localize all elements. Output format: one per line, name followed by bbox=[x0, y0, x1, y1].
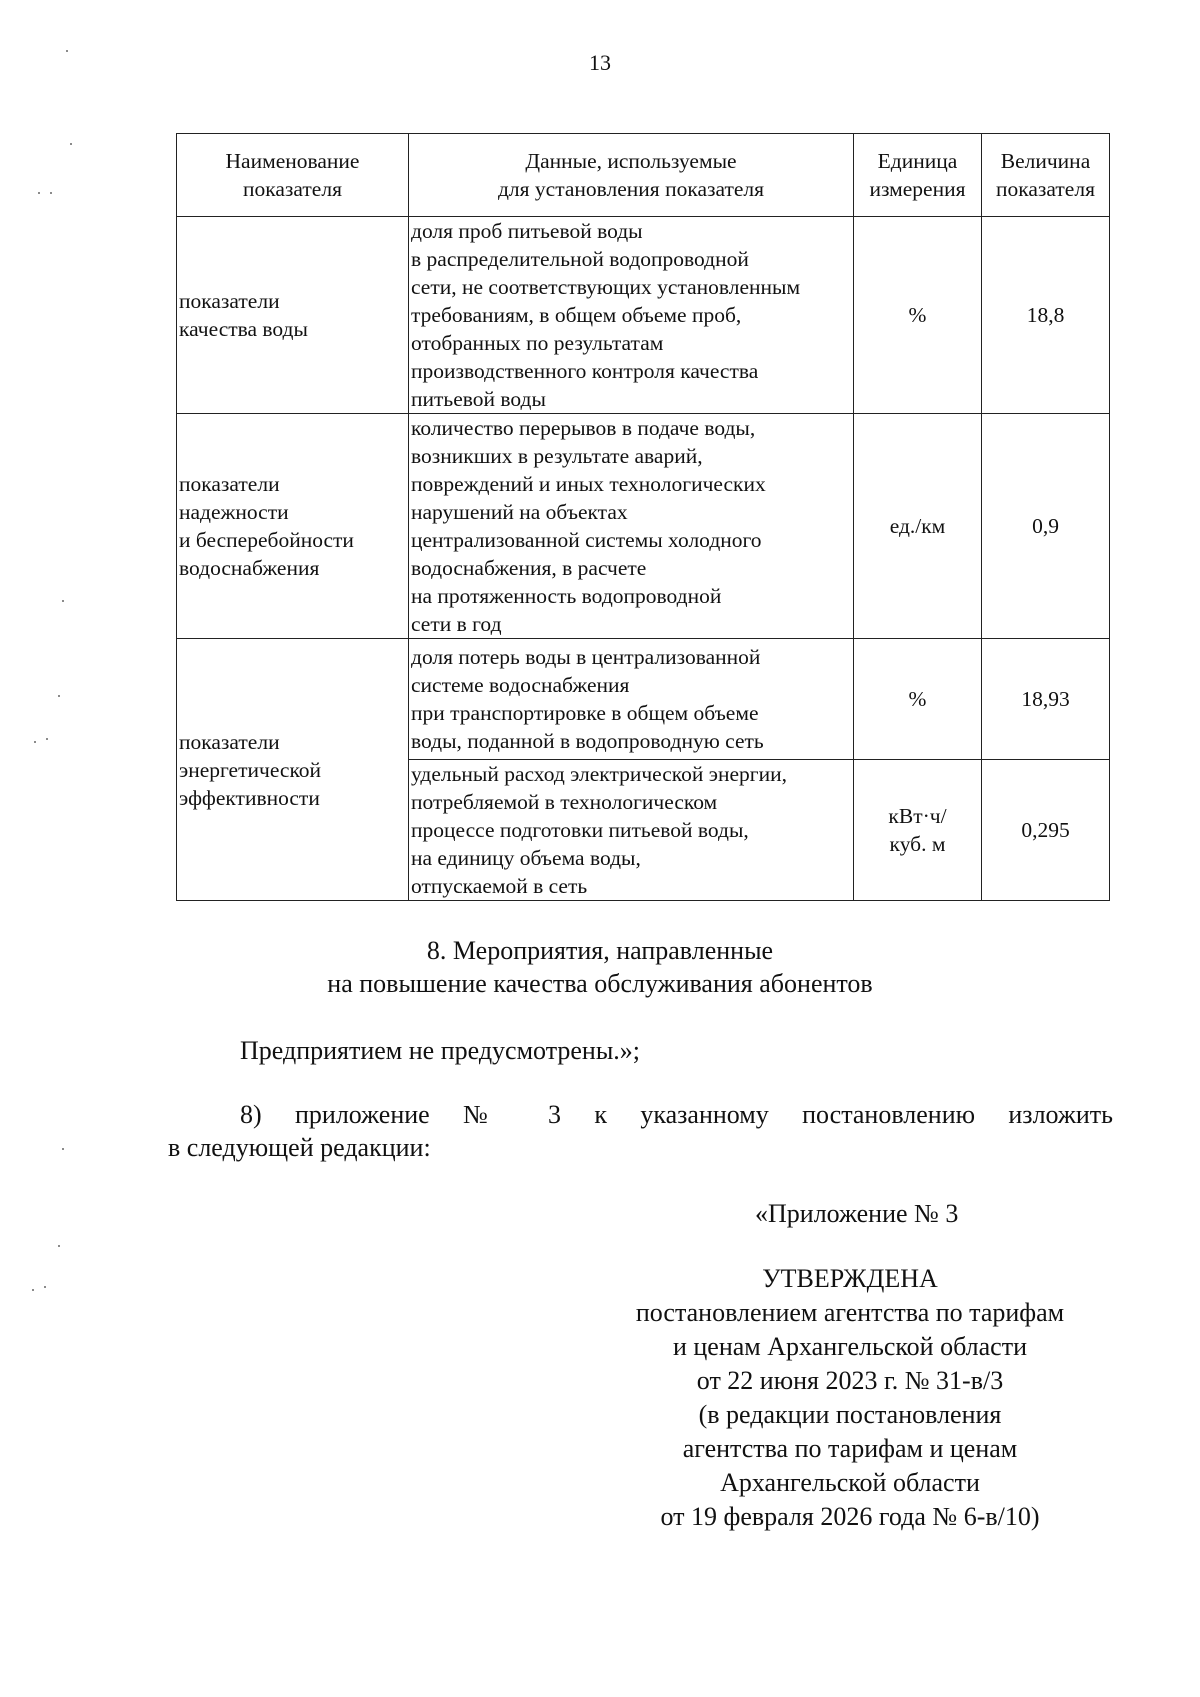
row-value: 0,9 bbox=[982, 414, 1110, 639]
header-unit: Единица измерения bbox=[854, 134, 982, 217]
header-value: Величина показателя bbox=[982, 134, 1110, 217]
scan-speck bbox=[58, 695, 60, 697]
row-data: доля проб питьевой воды в распределительной водопроводной сети, не соответствующих установленным требованиям, в общем объеме проб, отобранных по результатам производственного контроля качества питьевой воды bbox=[409, 217, 854, 414]
table-row bbox=[177, 217, 1110, 414]
scan-speck bbox=[62, 1148, 64, 1150]
row-data: количество перерывов в подаче воды, возникших в результате аварий, повреждений и иных технологических нарушений на объектах централизованной системы холодного водоснабжения, в расчете на протяженность водопроводной сети в год bbox=[409, 414, 854, 639]
table-header-row bbox=[177, 134, 1110, 217]
appendix-label: «Приложение № 3 bbox=[755, 1199, 959, 1228]
section-heading-line: на повышение качества обслуживания абонентов bbox=[327, 969, 873, 998]
row-unit: % bbox=[854, 639, 982, 760]
scan-speck bbox=[32, 1289, 34, 1291]
row-unit: ед./км bbox=[854, 414, 982, 639]
row-value: 18,8 bbox=[982, 217, 1110, 414]
approval-line: от 22 июня 2023 г. № 31-в/3 bbox=[696, 1366, 1004, 1395]
header-indicator-name: Наименование показателя bbox=[177, 134, 409, 217]
row-name: показатели надежности и бесперебойности водоснабжения bbox=[177, 414, 409, 639]
scan-speck bbox=[66, 50, 68, 52]
row-data: доля потерь воды в централизованной системе водоснабжения при транспортировке в общем объеме воды, поданной в водопроводную сеть bbox=[409, 639, 854, 760]
approval-line: и ценам Архангельской области bbox=[672, 1332, 1028, 1361]
approval-block bbox=[620, 1262, 1080, 1534]
approval-line: агентства по тарифам и ценам bbox=[682, 1434, 1018, 1463]
row-unit: кВт·ч/ куб. м bbox=[854, 760, 982, 901]
header-indicator-data: Данные, используемые для установления показателя bbox=[409, 134, 854, 217]
scan-speck bbox=[44, 1286, 46, 1288]
approval-line: (в редакции постановления bbox=[698, 1400, 1002, 1429]
approval-line: Архангельской области bbox=[720, 1468, 980, 1497]
row-name: показатели энергетической эффективности bbox=[177, 639, 409, 901]
row-data: удельный расход электрической энергии, потребляемой в технологическом процессе подготовки питьевой воды, на единицу объема воды, отпускаемой в сеть bbox=[409, 760, 854, 901]
scan-speck bbox=[50, 192, 52, 194]
scan-speck bbox=[62, 600, 64, 602]
paragraph-not-provided: Предприятием не предусмотрены.»; bbox=[240, 1036, 641, 1065]
row-value: 0,295 bbox=[982, 760, 1110, 901]
paragraph-appendix-instruction-cont: в следующей редакции: bbox=[168, 1133, 431, 1162]
approval-title: УТВЕРЖДЕНА bbox=[762, 1264, 938, 1293]
row-unit: % bbox=[854, 217, 982, 414]
indicators-table bbox=[176, 133, 1110, 901]
page-number: 13 bbox=[589, 50, 611, 75]
scan-speck bbox=[70, 143, 72, 145]
approval-line: от 19 февраля 2026 года № 6-в/10) bbox=[660, 1502, 1040, 1531]
section-heading bbox=[0, 934, 1200, 1000]
section-heading-line: 8. Мероприятия, направленные bbox=[426, 936, 774, 965]
paragraph-appendix-instruction: 8) приложение № 3 к указанному постановлению изложить bbox=[240, 1100, 1113, 1129]
scan-speck bbox=[38, 192, 40, 194]
table-row bbox=[177, 414, 1110, 639]
scan-speck bbox=[46, 738, 48, 740]
row-value: 18,93 bbox=[982, 639, 1110, 760]
scan-speck bbox=[58, 1245, 60, 1247]
row-name: показатели качества воды bbox=[177, 217, 409, 414]
scan-speck bbox=[34, 741, 36, 743]
table-row bbox=[177, 639, 1110, 760]
approval-line: постановлением агентства по тарифам bbox=[635, 1298, 1065, 1327]
